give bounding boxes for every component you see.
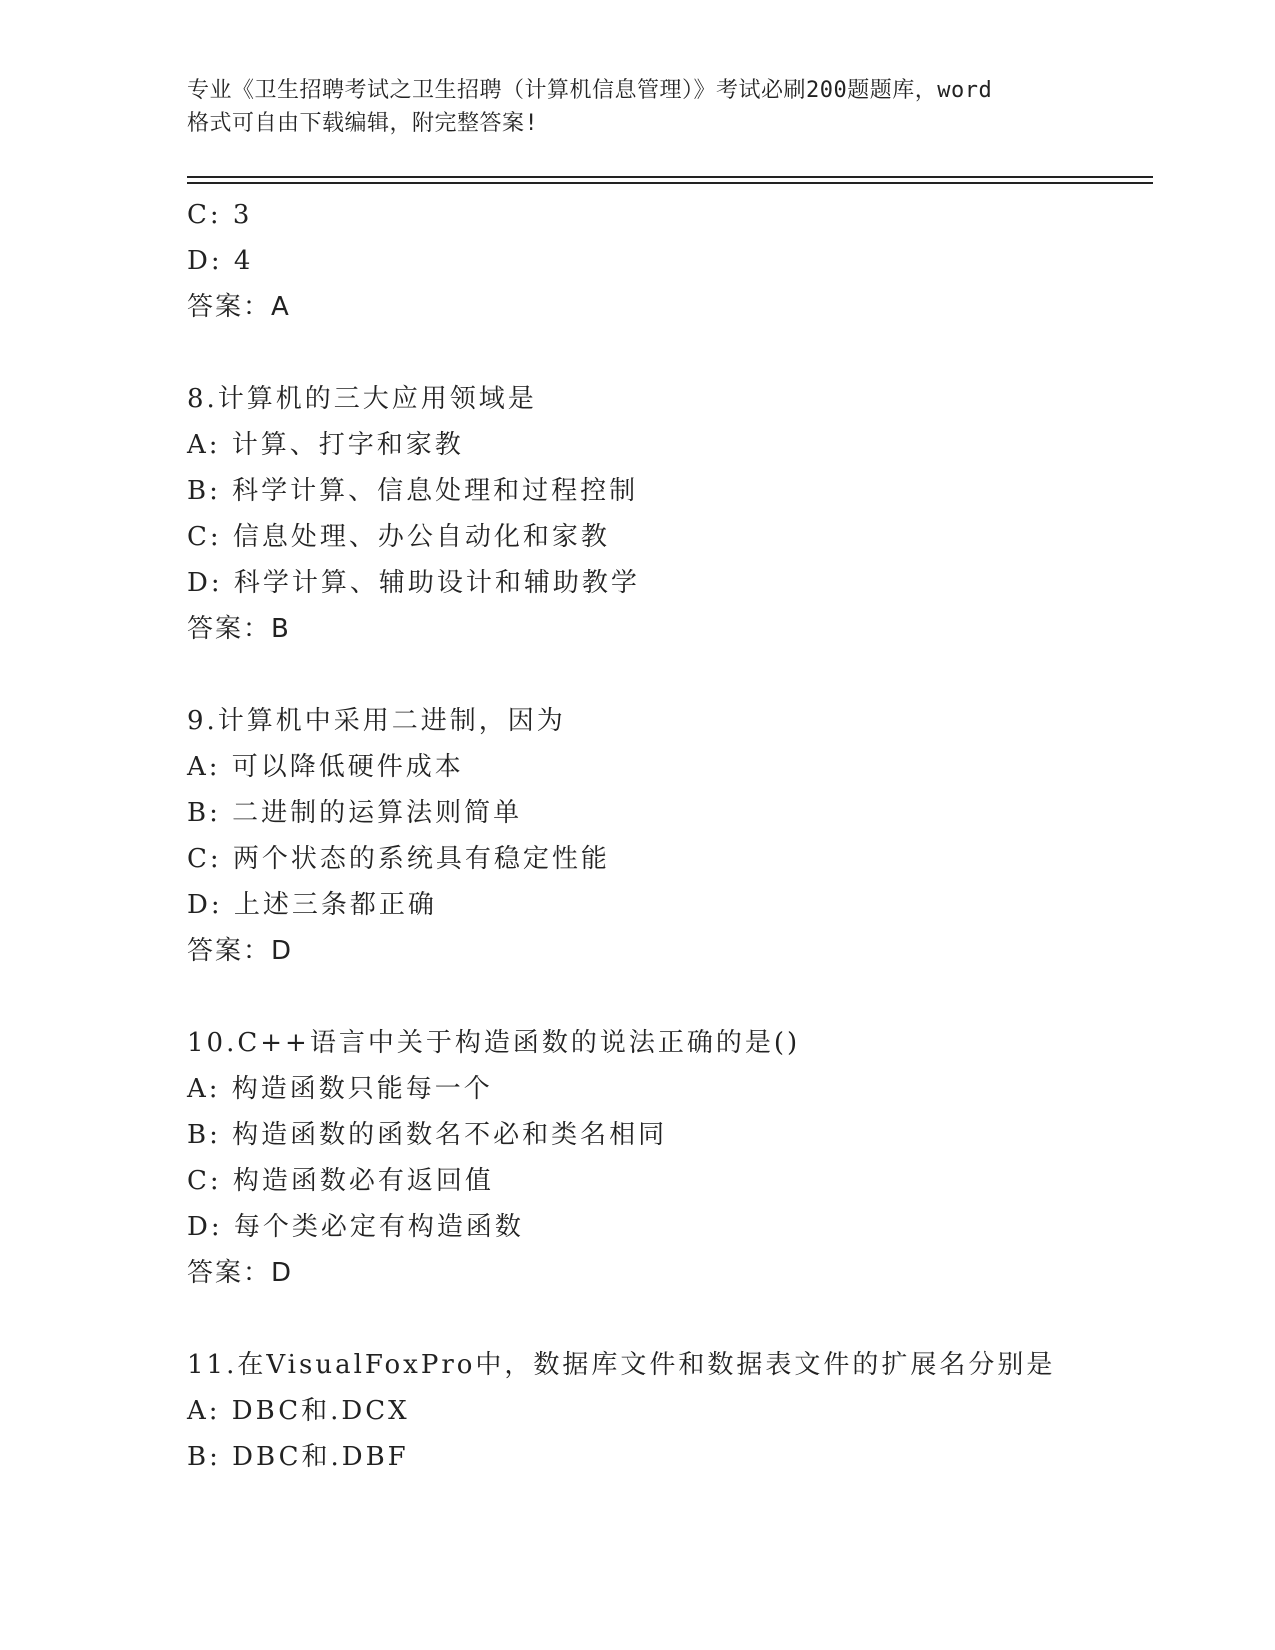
question-stem: 10.C++语言中关于构造函数的说法正确的是(): [187, 1028, 801, 1058]
option-d: D: 每个类必定有构造函数: [187, 1212, 524, 1242]
question-stem: 9.计算机中采用二进制，因为: [187, 706, 566, 736]
document-header: [187, 74, 1087, 140]
header-title-line-2: 格式可自由下载编辑，附完整答案!: [187, 111, 539, 136]
option-c: C: 构造函数必有返回值: [187, 1166, 494, 1196]
option-b: B: 科学计算、信息处理和过程控制: [187, 476, 639, 506]
question-stem: 8.计算机的三大应用领域是: [187, 384, 537, 414]
option-b: B: 构造函数的函数名不必和类名相同: [187, 1120, 668, 1150]
answer-line: 答案：B: [187, 614, 291, 644]
option-b: B: DBC和.DBF: [187, 1442, 409, 1472]
question-11: [187, 1342, 1147, 1480]
answer-line: 答案：D: [187, 1258, 294, 1288]
question-spacer: [187, 652, 1147, 698]
option-d: D: 科学计算、辅助设计和辅助教学: [187, 568, 640, 598]
option-d: D: 4: [187, 246, 254, 276]
question-spacer: [187, 974, 1147, 1020]
option-c: C: 3: [187, 200, 253, 230]
question-content: [187, 192, 1147, 1480]
option-d: D: 上述三条都正确: [187, 890, 437, 920]
option-c: C: 两个状态的系统具有稳定性能: [187, 844, 610, 874]
question-7-carryover: [187, 192, 1147, 330]
option-c: C: 信息处理、办公自动化和家教: [187, 522, 610, 552]
option-a: A: 构造函数只能每一个: [187, 1074, 493, 1104]
question-9: [187, 698, 1147, 974]
header-divider-bottom: [187, 182, 1153, 184]
answer-line: 答案：D: [187, 936, 294, 966]
option-a: A: 计算、打字和家教: [187, 430, 464, 460]
question-spacer: [187, 1296, 1147, 1342]
question-spacer: [187, 330, 1147, 376]
question-stem: 11.在VisualFoxPro中，数据库文件和数据表文件的扩展名分别是: [187, 1350, 1056, 1380]
question-10: [187, 1020, 1147, 1296]
option-a: A: DBC和.DCX: [187, 1396, 410, 1426]
question-8: [187, 376, 1147, 652]
option-b: B: 二进制的运算法则简单: [187, 798, 523, 828]
option-a: A: 可以降低硬件成本: [187, 752, 464, 782]
header-title-line-1: 专业《卫生招聘考试之卫生招聘（计算机信息管理）》考试必刷200题题库，word: [187, 78, 993, 103]
header-divider-top: [187, 176, 1153, 178]
answer-line: 答案：A: [187, 292, 291, 322]
